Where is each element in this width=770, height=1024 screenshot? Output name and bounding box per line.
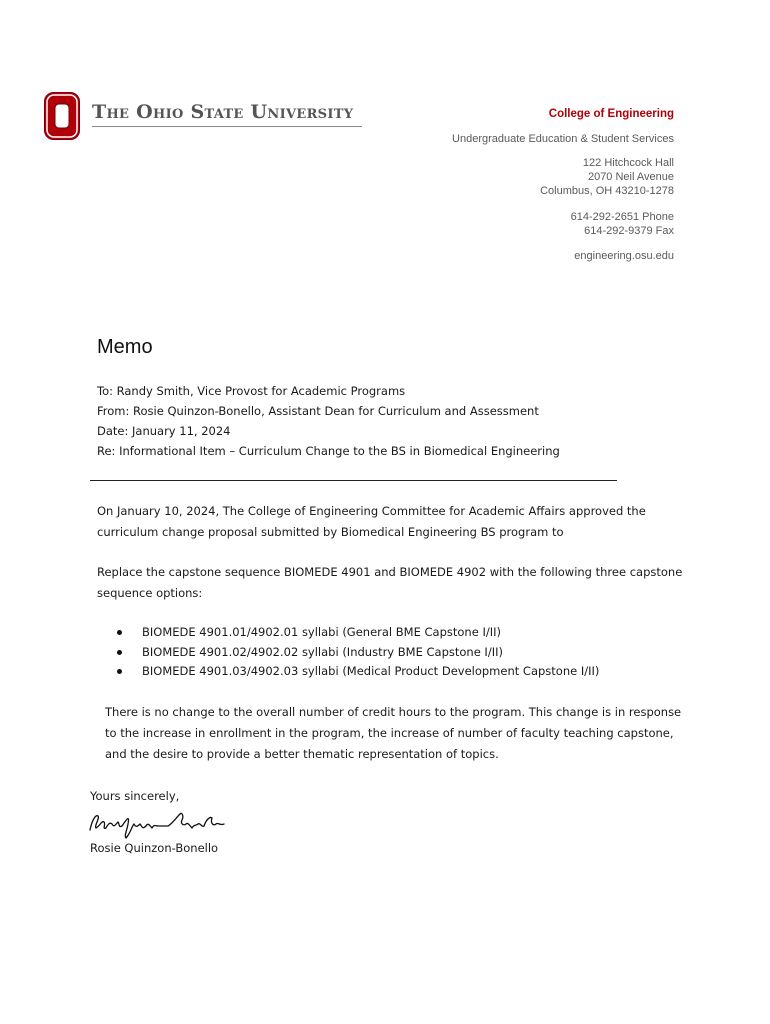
memo-date: Date: January 11, 2024 — [97, 424, 231, 438]
contact-block — [571, 210, 674, 238]
bullet-icon — [117, 650, 122, 655]
capstone-options-list — [117, 623, 599, 682]
bullet-icon — [117, 630, 122, 635]
body-paragraph-credit-hours: There is no change to the overall number of credit hours to the program. This change is in response to the increase in enrollment in the program, the increase of number of faculty teaching capstone, and the desire to provide a better thematic representation of topics. — [105, 705, 682, 761]
signer-name: Rosie Quinzon-Bonello — [90, 841, 219, 855]
address-block — [540, 156, 674, 198]
list-item: BIOMEDE 4901.01/4902.01 syllabi (General BME Capstone I/II) — [117, 623, 599, 643]
address-line: Columbus, OH 43210-1278 — [540, 185, 674, 197]
website-link[interactable]: engineering.osu.edu — [574, 250, 674, 262]
list-item: BIOMEDE 4901.03/4902.03 syllabi (Medical Product Development Capstone I/II) — [117, 662, 599, 682]
department-name: Undergraduate Education & Student Services — [452, 133, 674, 145]
address-line: 122 Hitchcock Hall — [582, 157, 674, 169]
handwritten-signature — [86, 806, 236, 840]
memo-to: To: Randy Smith, Vice Provost for Academic Programs — [97, 384, 406, 398]
header-divider — [90, 480, 617, 481]
address-line: 2070 Neil Avenue — [587, 171, 674, 183]
fax-number: 614-292-9379 Fax — [584, 225, 674, 237]
body-paragraph-approval: On January 10, 2024, The College of Engineering Committee for Academic Affairs approved the curriculum change proposal submitted by Biomedical Engineering BS program to — [97, 504, 646, 539]
bullet-icon — [117, 669, 122, 674]
phone-number: 614-292-2651 Phone — [570, 211, 674, 223]
university-wordmark: The Ohio State University — [92, 101, 354, 123]
list-item: BIOMEDE 4901.02/4902.02 syllabi (Industry BME Capstone I/II) — [117, 643, 599, 663]
college-name: College of Engineering — [548, 108, 674, 120]
body-paragraph-replace: Replace the capstone sequence BIOMEDE 4901 and BIOMEDE 4902 with the following three capstone sequence options: — [97, 565, 683, 600]
osu-block-o-logo-icon — [44, 92, 80, 140]
memo-from: From: Rosie Quinzon-Bonello, Assistant Dean for Curriculum and Assessment — [97, 404, 539, 418]
wordmark-underline — [92, 126, 362, 127]
closing-salutation: Yours sincerely, — [90, 789, 180, 803]
memo-subject: Re: Informational Item – Curriculum Change to the BS in Biomedical Engineering — [97, 444, 560, 458]
memo-title: Memo — [97, 336, 153, 358]
